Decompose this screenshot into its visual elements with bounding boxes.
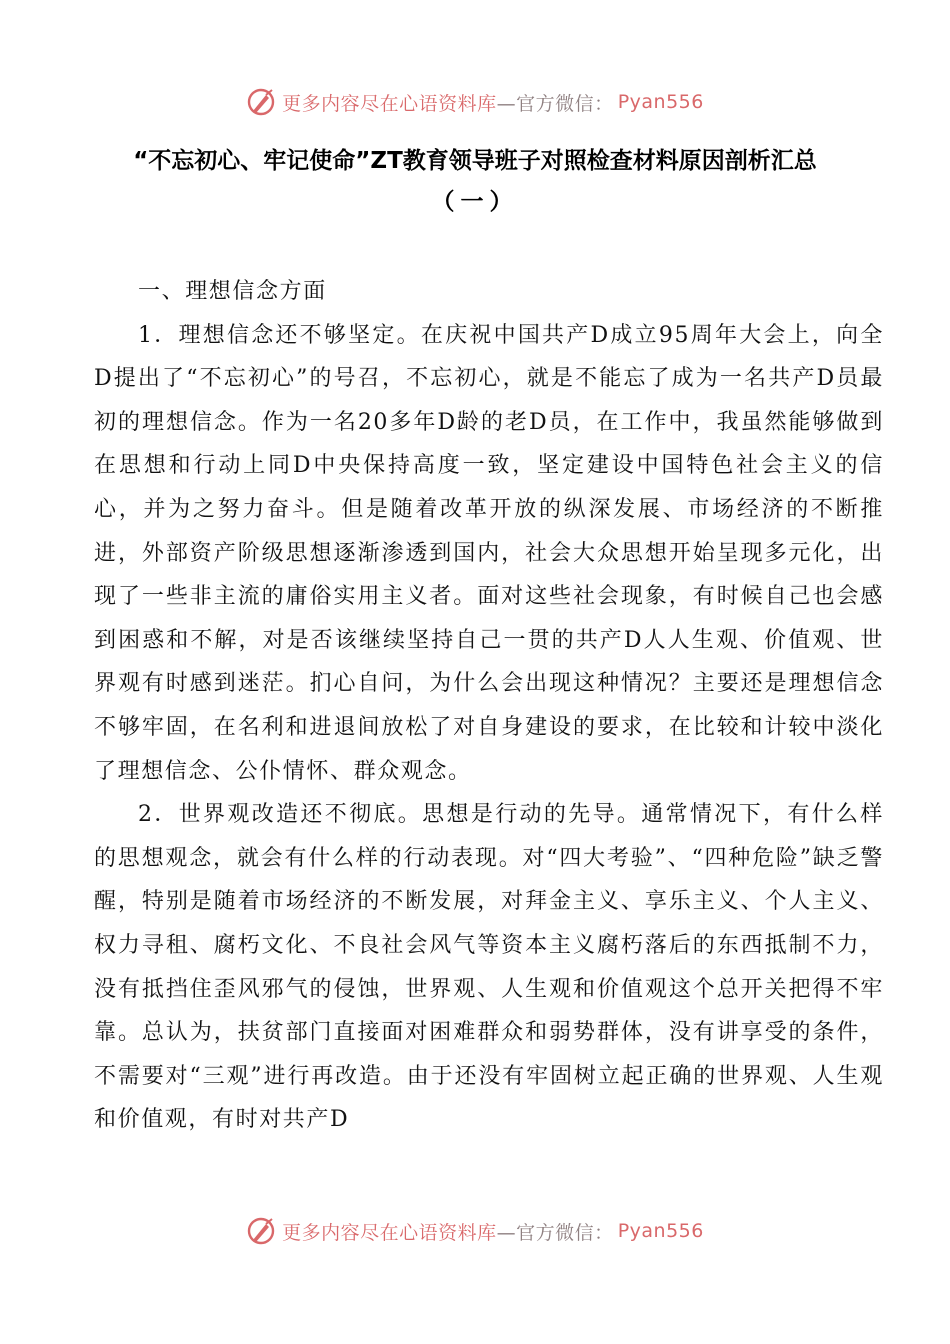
quill-seal-icon: [246, 87, 276, 117]
document-title: “不忘初心、牢记使命”ZT教育领导班子对照检查材料原因剖析汇总: [133, 148, 817, 174]
section-heading: 一、理想信念方面: [138, 279, 327, 304]
watermark-wechat-id: Pyan556: [617, 91, 704, 113]
quill-seal-icon: [246, 1216, 276, 1246]
watermark-separator-text: —官方微信：: [496, 1221, 614, 1244]
watermark-wechat-id: Pyan556: [617, 1220, 704, 1242]
document-title-part: （一）: [431, 189, 519, 215]
paragraph-2: 2．世界观改造还不彻底。思想是行动的先导。通常情况下，有什么样的思想观念，就会有什么样的行动表现。对“四大考验”、“四种危险”缺乏警醒，特别是随着市场经济的不断发展，对拜金主义、享乐主义、个人主义、权力寻租、腐朽文化、不良社会风气等资本主义腐朽落后的东西抵制不力，没有抵挡住歪风邪气的侵蚀，世界观、人生观和价值观这个总开关把得不牢靠。总认为，扶贫部门直接面对困难群众和弱势群体，没有讲享受的条件，不需要对“三观”进行再改造。由于还没有牢固树立起正确的世界观、人生观和价值观，有时对共产D: [94, 802, 884, 1133]
document-body: [94, 270, 884, 1142]
watermark-main-text: 更多内容尽在心语资料库: [282, 1221, 497, 1244]
watermark-header: [0, 82, 950, 122]
watermark-footer: [0, 1211, 950, 1251]
paragraph-1: 1．理想信念还不够坚定。在庆祝中国共产D成立95周年大会上，向全D提出了“不忘初心”的号召，不忘初心，就是不能忘了成为一名共产D员最初的理想信念。作为一名20多年D龄的老D员，在工作中，我虽然能够做到在思想和行动上同D中央保持高度一致，坚定建设中国特色社会主义的信心，并为之努力奋斗。但是随着改革开放的纵深发展、市场经济的不断推进，外部资产阶级思想逐渐渗透到国内，社会大众思想开始呈现多元化，出现了一些非主流的庸俗实用主义者。面对这些社会现象，有时候自己也会感到困惑和不解，对是否该继续坚持自己一贯的共产D人人生观、价值观、世界观有时感到迷茫。扪心自问，为什么会出现这种情况？主要还是理想信念不够牢固，在名利和进退间放松了对自身建设的要求，在比较和计较中淡化了理想信念、公仆情怀、群众观念。: [94, 322, 884, 784]
watermark-separator-text: —官方微信：: [496, 92, 614, 115]
watermark-main-text: 更多内容尽在心语资料库: [282, 92, 497, 115]
